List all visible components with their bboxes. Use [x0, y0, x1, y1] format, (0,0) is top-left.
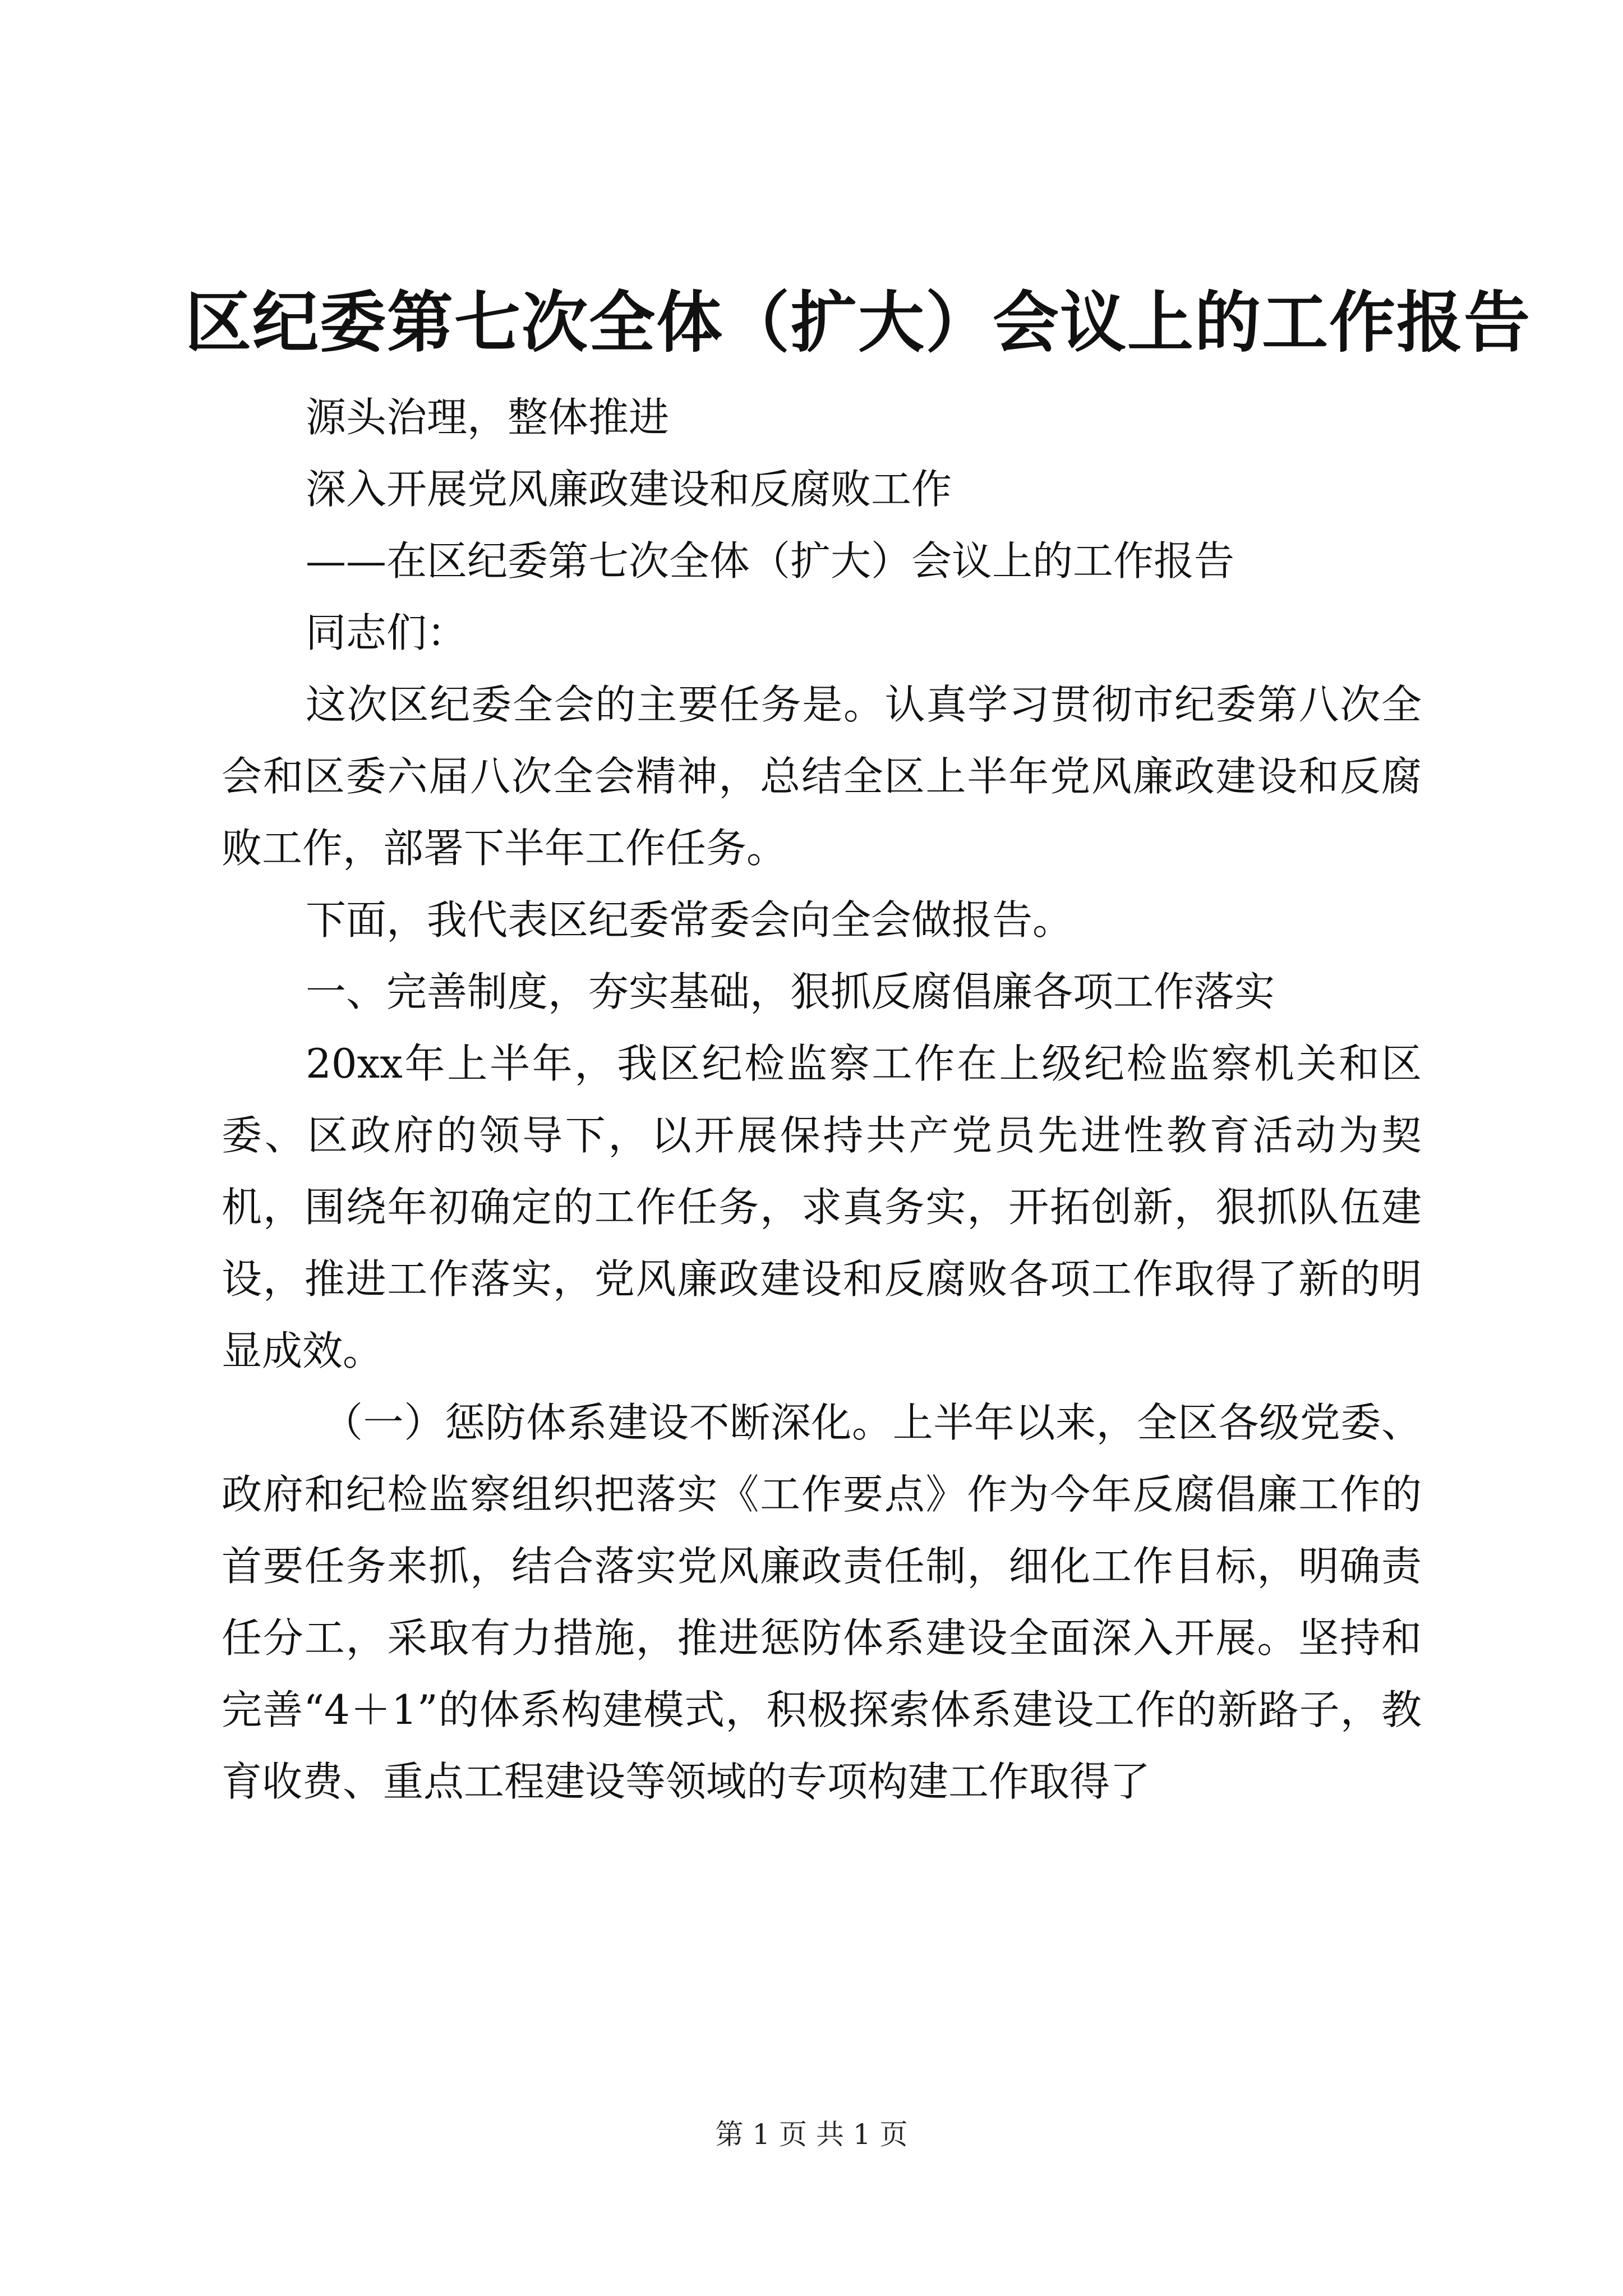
document-title: 区纪委第七次全体（扩大）会议上的工作报告 — [185, 283, 1532, 361]
page-footer: 第 1 页 共 1 页 — [715, 2118, 908, 2151]
subtitle-line-1: 源头治理，整体推进 — [306, 394, 670, 441]
subtitle-line-3: ——在区纪委第七次全体（扩大）会议上的工作报告 — [306, 537, 1235, 585]
paragraph-1: 这次区纪委全会的主要任务是。认真学习贯彻市纪委第八次全会和区委六届八次全会精神，总结全区上半年党风廉政建设和反腐败工作，部署下半年工作任务。 — [222, 681, 1422, 872]
paragraph-4: （一）惩防体系建设不断深化。上半年以来，全区各级党委、政府和纪检监察组织把落实《工作要点》作为今年反腐倡廉工作的首要任务来抓，结合落实党风廉政责任制，细化工作目标，明确责任分工，采取有力措施，推进惩防体系建设全面深入开展。坚持和完善“4＋1”的体系构建模式，积极探索体系建设工作的新路子，教育收费、重点工程建设等领域的专项构建工作取得了 — [222, 1399, 1422, 1805]
section-heading-1: 一、完善制度，夯实基础，狠抓反腐倡廉各项工作落实 — [306, 968, 1275, 1015]
subtitle-line-2: 深入开展党风廉政建设和反腐败工作 — [306, 466, 952, 513]
document-body — [222, 381, 1422, 1818]
paragraph-3: 20xx年上半年，我区纪检监察工作在上级纪检监察机关和区委、区政府的领导下，以开展保持共产党员先进性教育活动为契机，围绕年初确定的工作任务，求真务实，开拓创新，狠抓队伍建设，推进工作落实，党风廉政建设和反腐败各项工作取得了新的明显成效。 — [222, 1040, 1422, 1374]
salutation: 同志们： — [306, 609, 468, 656]
paragraph-2: 下面，我代表区纪委常委会向全会做报告。 — [306, 896, 1073, 944]
